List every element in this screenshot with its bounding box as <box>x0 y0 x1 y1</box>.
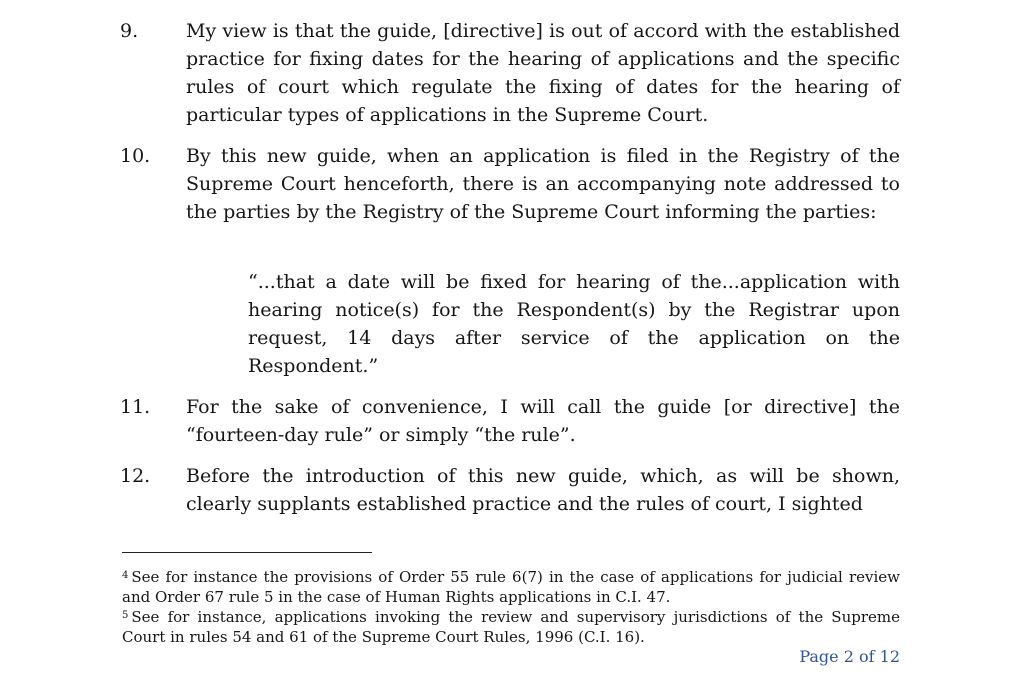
page-number: Page 2 of 12 <box>799 647 900 666</box>
paragraph-text: My view is that the guide, [directive] is out of accord with the established practice for fixing dates for the hearing of applications and the specific rules of court which regulate the fixing of dates for the hearing of particular types of applications in the Supreme Court. <box>186 20 900 126</box>
paragraph-text: For the sake of convenience, I will call the guide [or directive] the “fourteen-day rule” or simply “the rule”. <box>186 396 900 446</box>
footnotes <box>122 567 900 647</box>
paragraph-number: 10. <box>120 145 151 167</box>
footnote-5 <box>122 607 900 647</box>
footnote-text: See for instance the provisions of Order 55 rule 6(7) in the case of applications for judicial review and Order 67 rule 5 in the case of Human Rights applications in C.I. 47. <box>122 568 900 606</box>
paragraph-number: 11. <box>120 396 151 418</box>
paragraph-10 <box>120 142 900 226</box>
footnote-divider <box>122 552 372 553</box>
footnote-marker: 4 <box>122 570 129 581</box>
block-quote: “...that a date will be fixed for hearing of the...application with hearing notice(s) for the Respondent(s) by the Registrar upon request, 14 days after service of the application on the Respondent.” <box>248 271 900 377</box>
paragraph-9 <box>120 17 900 129</box>
paragraph-text: Before the introduction of this new guide, which, as will be shown, clearly supplants established practice and the rules of court, I sighted <box>186 465 900 515</box>
paragraph-11 <box>120 393 900 449</box>
paragraph-number: 12. <box>120 465 151 487</box>
paragraph-12 <box>120 462 900 518</box>
footnote-text: See for instance, applications invoking the review and supervisory jurisdictions of the Supreme Court in rules 54 and 61 of the Supreme Court Rules, 1996 (C.I. 16). <box>122 608 900 646</box>
footnote-4 <box>122 567 900 607</box>
paragraph-number: 9. <box>120 20 139 42</box>
footnote-marker: 5 <box>122 610 129 621</box>
paragraph-text: By this new guide, when an application is filed in the Registry of the Supreme Court henceforth, there is an accompanying note addressed to the parties by the Registry of the Supreme Court informing the parties: <box>186 145 900 223</box>
